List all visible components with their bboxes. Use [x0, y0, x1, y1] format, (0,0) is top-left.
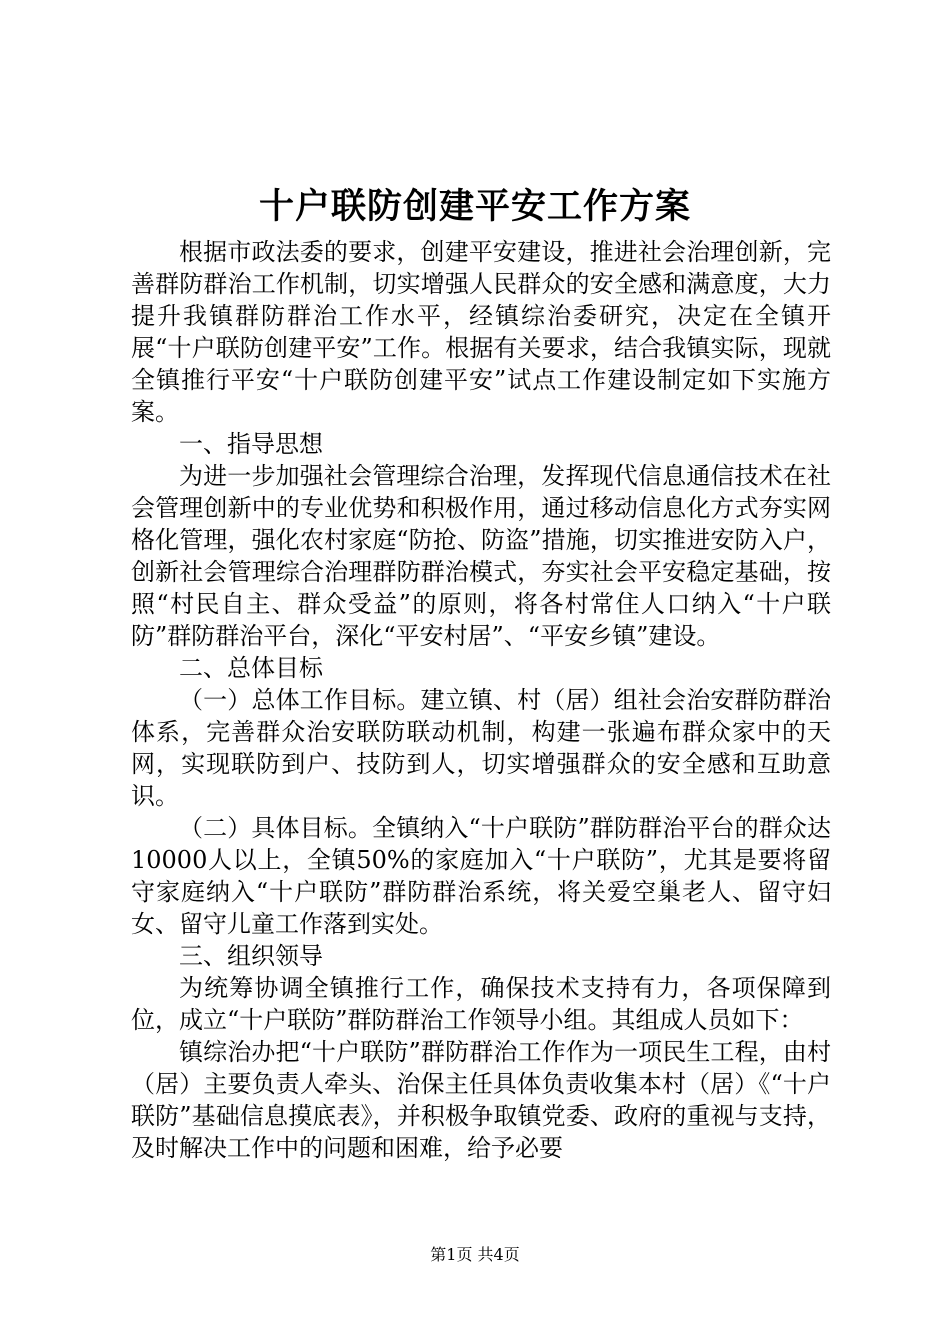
specific-goal-paragraph: （二）具体目标。全镇纳入“十户联防”群防群治平台的群众达10000人以上，全镇50%的家庭加入“十户联防”，尤其是要将留守家庭纳入“十户联防”群防群治系统，将关爱空巢老人、留守妇女、留守儿童工作落到实处。: [131, 814, 831, 938]
document-title: 十户联防创建平安工作方案: [258, 186, 691, 227]
guiding-thought-paragraph: 为进一步加强社会管理综合治理，发挥现代信息通信技术在社会管理创新中的专业优势和积极作用，通过移动信息化方式夯实网格化管理，强化农村家庭“防抢、防盗”措施，切实推进安防入户，创新社会管理综合治理群防群治模式，夯实社会平安稳定基础，按照“村民自主、群众受益”的原则，将各村常住人口纳入“十户联防”群防群治平台，深化“平安村居”、“平安乡镇”建设。: [131, 462, 831, 650]
page-footer: 第1页 共4页: [430, 1245, 520, 1264]
section-heading-organization: 三、组织领导: [179, 942, 323, 970]
responsibility-paragraph: 镇综治办把“十户联防”群防群治工作作为一项民生工程，由村（居）主要负责人牵头、治保主任具体负责收集本村（居）《“十户联防”基础信息摸底表》，并积极争取镇党委、政府的重视与支持，及时解决工作中的问题和困难，给予必要: [131, 1038, 831, 1162]
overall-work-goal-paragraph: （一）总体工作目标。建立镇、村（居）组社会治安群防群治体系，完善群众治安联防联动机制，构建一张遍布群众家中的天网，实现联防到户、技防到人，切实增强群众的安全感和互助意识。: [131, 686, 831, 810]
section-heading-overall-goals: 二、总体目标: [179, 654, 323, 682]
organization-paragraph: 为统筹协调全镇推行工作，确保技术支持有力，各项保障到位，成立“十户联防”群防群治工作领导小组。其组成人员如下：: [131, 974, 831, 1034]
intro-paragraph: 根据市政法委的要求，创建平安建设，推进社会治理创新，完善群防群治工作机制，切实增强人民群众的安全感和满意度，大力提升我镇群防群治工作水平，经镇综治委研究，决定在全镇开展“十户联防创建平安”工作。根据有关要求，结合我镇实际，现就全镇推行平安“十户联防创建平安”试点工作建设制定如下实施方案。: [131, 238, 831, 426]
section-heading-guiding-thought: 一、指导思想: [179, 430, 323, 458]
document-body: [131, 236, 831, 1164]
